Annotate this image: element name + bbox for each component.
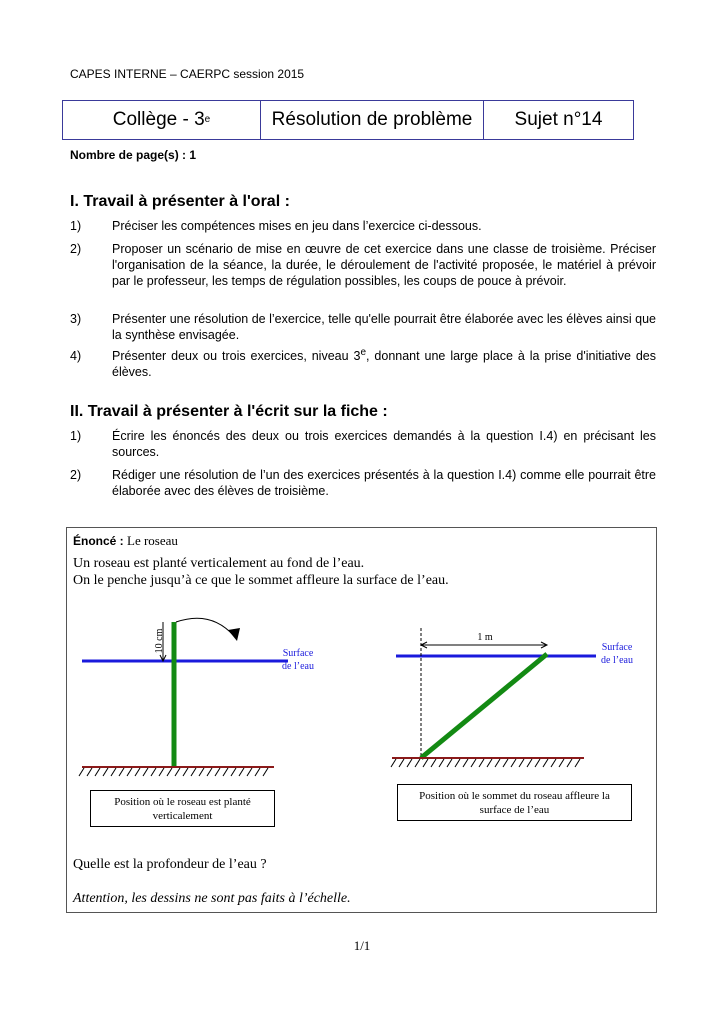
item-text-sup: e <box>360 346 367 358</box>
item-text: Proposer un scénario de mise en œuvre de cet exercice dans une classe de troisième. Préciser l'organisation de la séance, la durée, le déroulement de l'activité proposée, le matériel à prévoir par le professeur, les temps de régulation possibles, les coups de pouce à prévoir. <box>112 242 656 288</box>
item-number: 1) <box>70 429 82 443</box>
item-text <box>112 348 656 380</box>
item-text: Écrire les énoncés des deux ou trois exercices demandés à la question I.4) en précisant les sources. <box>112 429 656 459</box>
exercise-question: Quelle est la profondeur de l’eau ? <box>73 857 267 872</box>
page-count: Nombre de page(s) : 1 <box>70 148 197 162</box>
reed-figures <box>66 600 655 780</box>
item-text: Préciser les compétences mises en jeu dans l’exercice ci-dessous. <box>112 219 482 233</box>
left-surface-label-1: Surface <box>282 648 314 659</box>
section2-item-2 <box>70 467 656 499</box>
item-number: 2) <box>70 468 82 482</box>
right-surface-label-1: Surface <box>601 642 633 653</box>
section1-item-1 <box>70 218 656 234</box>
item-text-a: Présenter deux ou trois exercices, niveau 3 <box>112 349 361 363</box>
title-box <box>62 100 634 140</box>
left-figure <box>79 618 314 776</box>
reed-tilted <box>421 654 547 758</box>
item-text: Rédiger une résolution de l’un des exercices présentés à la question I.4) comme elle pourrait être élaborée avec des élèves de troisième. <box>112 468 656 498</box>
level-text: Collège - 3 <box>112 109 205 130</box>
item-number: 1) <box>70 219 82 233</box>
number-cell: Sujet n°14 <box>514 109 603 130</box>
exercise-line-2: On le penche jusqu’à ce que le sommet affleure la surface de l’eau. <box>73 573 449 588</box>
right-surface-label-2: de l’eau <box>601 655 633 666</box>
right-figure <box>391 628 633 767</box>
item-number: 4) <box>70 349 82 363</box>
section1-item-3 <box>70 311 656 343</box>
exercise-label: Énoncé : <box>73 534 124 548</box>
exercise-warning: Attention, les dessins ne sont pas faits à l’échelle. <box>73 891 351 906</box>
section1-item-4 <box>70 348 656 380</box>
page-number: 1/1 <box>353 938 371 953</box>
subject-cell: Résolution de problème <box>261 101 484 139</box>
level-cell: Collège - 3 e <box>63 101 261 139</box>
item-text-b: , donnant une large place à la prise d'initiative des élèves. <box>112 349 656 379</box>
ground-hatching <box>79 768 268 776</box>
left-caption-line-2: verticalement <box>152 809 213 822</box>
left-surface-label-2: de l’eau <box>282 661 314 672</box>
right-caption-line-2: surface de l’eau <box>479 803 550 816</box>
section1-item-2 <box>70 241 656 289</box>
section2-heading: II. Travail à présenter à l'écrit sur la fiche : <box>70 403 388 420</box>
ground-hatching <box>391 759 580 767</box>
item-number: 3) <box>70 312 82 326</box>
item-number: 2) <box>70 242 82 256</box>
exercise-name: Le roseau <box>127 533 178 548</box>
right-measure-label: 1 m <box>477 632 493 643</box>
session-header: CAPES INTERNE – CAERPC session 2015 <box>70 67 305 81</box>
left-caption-line-1: Position où le roseau est planté <box>114 795 251 808</box>
item-text: Présenter une résolution de l’exercice, telle qu'elle pourrait être élaborée avec les élèves ainsi que la synthèse envisagée. <box>112 312 656 342</box>
right-figure-caption <box>397 784 632 821</box>
left-figure-caption <box>90 790 275 827</box>
rotation-arrow <box>176 618 234 636</box>
section1-heading: I. Travail à présenter à l'oral : <box>70 193 290 210</box>
exercise-line-1: Un roseau est planté verticalement au fond de l’eau. <box>73 556 365 571</box>
exercise-title <box>73 533 178 549</box>
right-caption-line-1: Position où le sommet du roseau affleure la <box>419 789 610 802</box>
left-measure-label: 10 cm <box>154 628 165 654</box>
section2-item-1 <box>70 428 656 460</box>
